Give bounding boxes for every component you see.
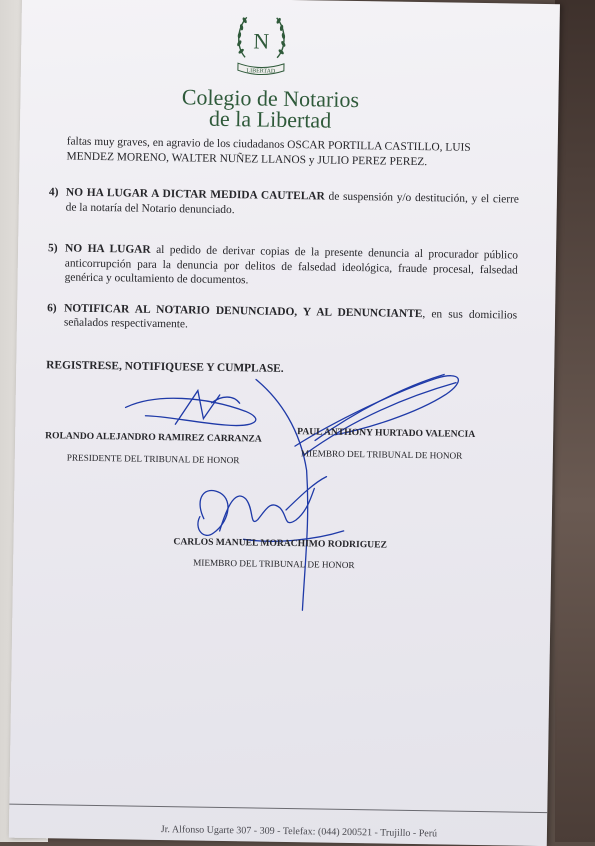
signatory-name: ROLANDO ALEJANDRO RAMIREZ CARRANZA [45, 430, 262, 445]
continuation-paragraph: faltas muy graves, en agravio de los ciudadanos OSCAR PORTILLA CASTILLO, LUIS MENDEZ MORENO, WALTER NUÑEZ LLANOS y JULIO PEREZ PEREZ. [66, 135, 471, 168]
item-number: 5) [47, 242, 58, 255]
organization-name-line-1: Colegio de Notarios [181, 84, 360, 113]
signatory-3 [173, 536, 387, 571]
item-text: NO HA LUGAR A DICTAR MEDIDA CAUTELAR de suspensión y/o destitución, y el cierre de la notaría del Notario denunciado. [65, 186, 519, 216]
document-page [9, 0, 560, 846]
closing-statement: REGISTRESE, NOTIFIQUESE Y CUMPLASE. [46, 358, 284, 375]
item-text: NO HA LUGAR al pedido de derivar copias de la presente denuncia al procurador público anticorrupción para la denuncia por delitos de falsedad ideológica, fraude procesal, falsedad genérica y ocultamiento de documentos. [64, 242, 519, 287]
signatory-2 [297, 426, 475, 462]
footer-address: Jr. Alfonso Ugarte 307 - 309 - Telefax: (044) 200521 - Trujillo - Perú [160, 824, 438, 840]
signatory-name: CARLOS MANUEL MORACHIMO RODRIGUEZ [173, 536, 388, 551]
signatory-1 [45, 430, 262, 466]
svg-text:LIBERTAD: LIBERTAD [246, 68, 276, 75]
item-text: NOTIFICAR AL NOTARIO DENUNCIADO, Y AL DENUNCIANTE, en sus domicilios señalados respectivamente. [63, 301, 518, 331]
signatory-role: MIEMBRO DEL TRIBUNAL DE HONOR [193, 557, 355, 571]
resolution-item-6 [47, 301, 517, 337]
item-number: 6) [47, 301, 57, 314]
footer-divider [9, 804, 547, 813]
signatory-role: PRESIDENTE DEL TRIBUNAL DE HONOR [66, 452, 240, 466]
svg-text:N: N [253, 28, 270, 54]
signatory-role: MIEMBRO DEL TRIBUNAL DE HONOR [300, 448, 463, 461]
signatory-name: PAUL ANTHONY HURTADO VALENCIA [297, 426, 476, 440]
organization-name [140, 86, 401, 132]
item-number: 4) [48, 186, 59, 199]
resolution-item-4 [49, 185, 519, 221]
resolution-body [46, 134, 520, 379]
resolution-item-5 [47, 241, 518, 292]
organization-name-line-2: de la Libertad [208, 105, 332, 133]
notary-emblem-logo [232, 7, 291, 88]
background-table-edge [555, 0, 595, 842]
